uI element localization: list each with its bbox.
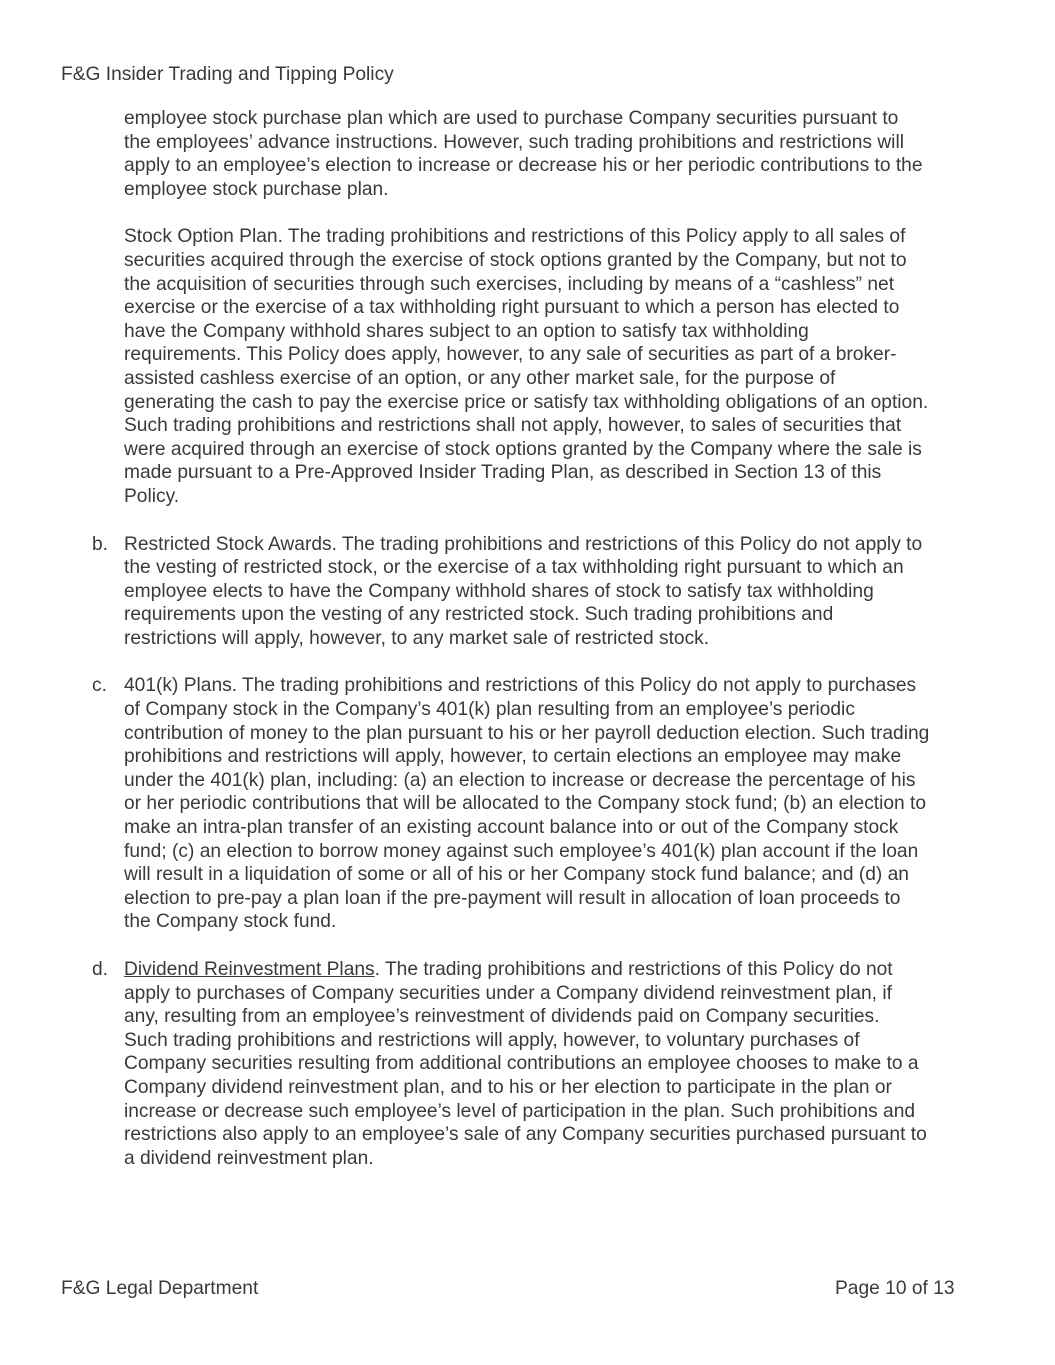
list-marker: c. [92,675,107,697]
dividend-reinvestment-text: . The trading prohibitions and restrictions of this Policy do not apply to purchases of Company securities under a Company dividend reinvestment plan, if any, resulting from an employee’s reinvestment of dividends paid on Company securities. Such trading prohibitions and restrictions will apply, however, to voluntary purchases of Company securities resulting from additional contributions an employee chooses to make to a Company dividend reinvestment plan, and to his or her election to participate in the plan or increase or decrease such employee’s level of participation in the plan. Such prohibitions and restrictions also apply to an employee’s sale of any Company securities purchased pursuant to a dividend reinvestment plan. [124,959,927,1169]
footer-page-number: Page 10 of 13 [835,1278,955,1299]
continuation-paragraph: employee stock purchase plan which are used to purchase Company securities pursuant to the employees’ advance instructions. However, such trading prohibitions and restrictions will apply to an employee’s election to increase or decrease his or her periodic contributions to the employee stock purchase plan. [124,108,923,200]
list-marker: b. [92,533,109,555]
list-item-text: Restricted Stock Awards. The trading prohibitions and restrictions of this Policy do not apply to the vesting of restricted stock, or the exercise of a tax withholding right pursuant to which an employee elects to have the Company withhold shares of stock to satisfy tax withholding requirements upon the vesting of any restricted stock. Such trading prohibitions and restrictions will apply, however, to any market sale of restricted stock. [124,533,923,649]
list-marker: d. [92,959,109,980]
document-body [92,107,1004,1194]
dividend-reinvestment-heading: Dividend Reinvestment Plans [124,959,375,980]
list-item-text: 401(k) Plans. The trading prohibitions and restrictions of this Policy do not apply to purchases of Company stock in the Company’s 401(k) plan resulting from an employee’s periodic contribution of money to the plan pursuant to his or her payroll deduction election. Such trading prohibitions and restrictions will apply, however, to certain elections an employee may make under the 401(k) plan, including: (a) an election to increase or decrease the percentage of his or her periodic contributions that will be allocated to the Company stock fund; (b) an election to make an intra-plan transfer of an existing account balance into or out of the Company stock fund; (c) an election to borrow money against such employee’s 401(k) plan account if the loan will result in a liquidation of some or all of his or her Company stock fund balance; and (d) an election to pre-pay a plan loan if the pre-payment will result in allocation of loan proceeds to the Company stock fund. [124,675,930,933]
page-header-title: F&G Insider Trading and Tipping Policy [61,64,394,85]
list-item-text [124,958,1004,1170]
footer-department: F&G Legal Department [61,1278,259,1299]
stock-option-plan-paragraph: Stock Option Plan. The trading prohibitions and restrictions of this Policy apply to all sales of securities acquired through the exercise of stock options granted by the Company, but not to the acquisition of securities through such exercises, including by means of a “cashless” net exercise or the exercise of a tax withholding right pursuant to which a person has elected to have the Company withhold shares subject to an option to satisfy tax withholding requirements. This Policy does apply, however, to any sale of securities as part of a broker- assisted cashless exercise of an option, or any other market sale, for the purpose of generating the cash to pay the exercise price or satisfy tax withholding obligations of an option. Such trading prohibitions and restrictions shall not apply, however, to sales of securities that were acquired through an exercise of stock options granted by the Company where the sale is made pursuant to a Pre-Approved Insider Trading Plan, as described in Section 13 of this Policy. [124,226,929,507]
list-item-restricted-stock [92,533,1004,651]
list-item-401k-plans [92,674,1004,934]
list-item-dividend-reinvestment [92,958,1004,1170]
